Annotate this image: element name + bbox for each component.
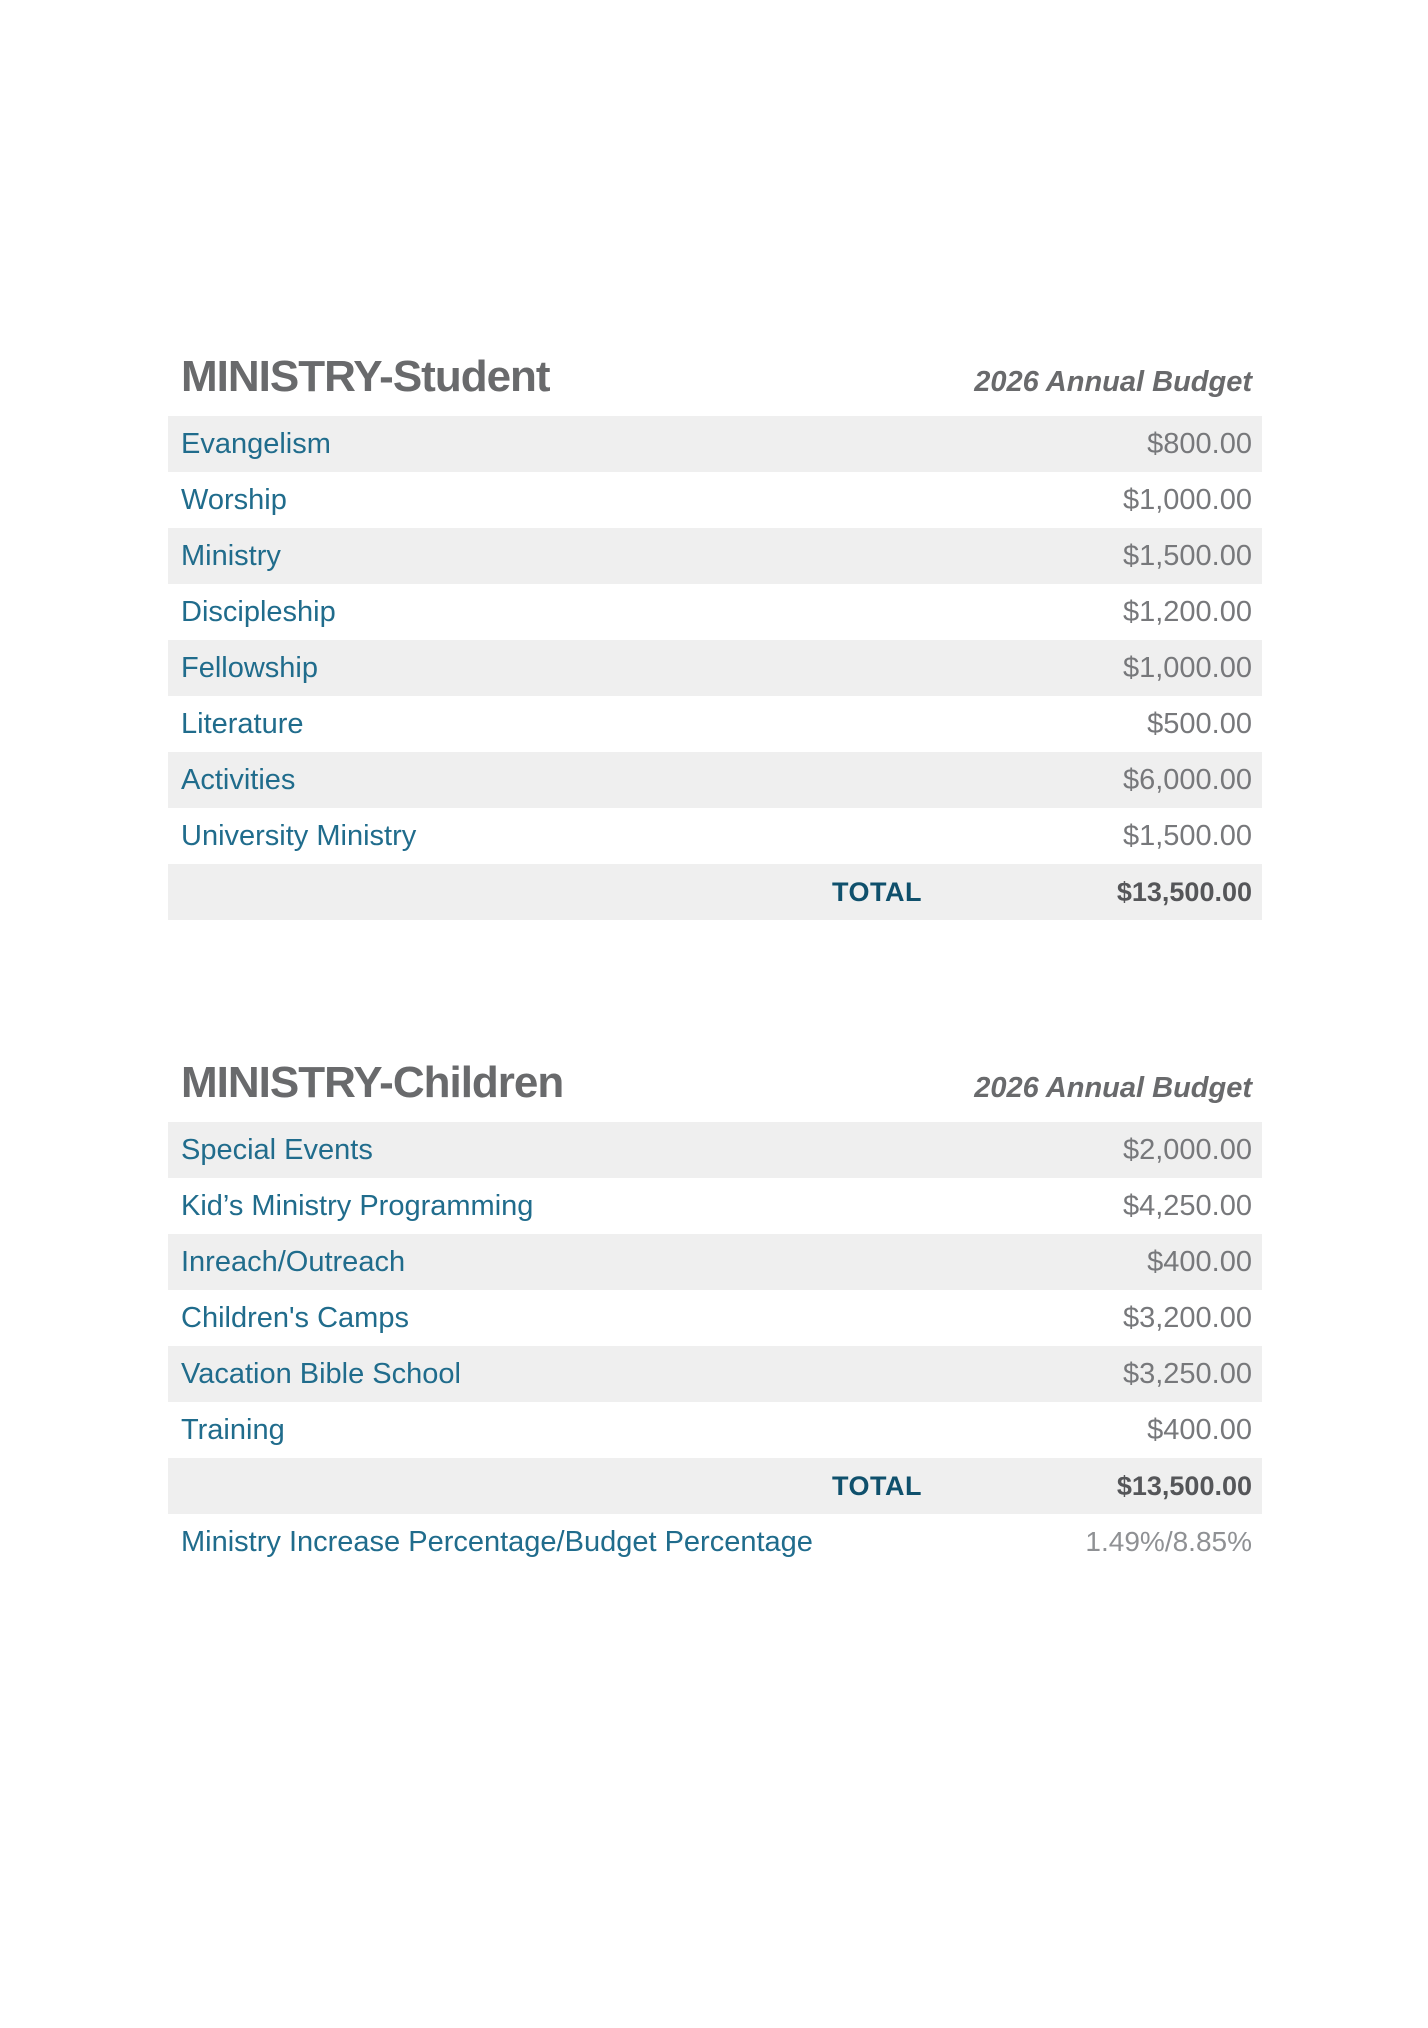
line-item-label: University Ministry: [181, 819, 417, 852]
budget-table: [168, 1122, 1262, 1570]
total-row: [168, 1458, 1262, 1514]
line-item-label: Inreach/Outreach: [181, 1245, 406, 1278]
line-item-amount: $6,000.00: [1122, 763, 1252, 796]
line-item-label: Training: [181, 1413, 285, 1446]
table-row: [168, 808, 1262, 864]
line-item-amount: $1,200.00: [1122, 595, 1252, 628]
line-item-label: Kid’s Ministry Programming: [181, 1189, 534, 1222]
line-item-amount: $3,250.00: [1122, 1357, 1252, 1390]
table-row: [168, 696, 1262, 752]
total-label: TOTAL: [832, 876, 922, 907]
section-title: MINISTRY-Student: [181, 352, 550, 401]
line-item-amount: $1,500.00: [1122, 819, 1252, 852]
line-item-label: Worship: [181, 483, 287, 516]
percentage-row-label: Ministry Increase Percentage/Budget Percentage: [181, 1525, 813, 1558]
line-item-label: Vacation Bible School: [181, 1357, 461, 1390]
table-row: [168, 640, 1262, 696]
line-item-label: Discipleship: [181, 595, 336, 628]
budget-section-children: [168, 1058, 1262, 1570]
line-item-label: Literature: [181, 707, 304, 740]
budget-section-student: [168, 352, 1262, 920]
section-header: [168, 352, 1262, 402]
percentage-row: [168, 1514, 1262, 1570]
table-row: [168, 1122, 1262, 1178]
line-item-amount: $1,000.00: [1122, 483, 1252, 516]
line-item-amount: $400.00: [1147, 1245, 1252, 1278]
table-row: [168, 1290, 1262, 1346]
line-item-label: Activities: [181, 763, 296, 796]
line-item-amount: $800.00: [1147, 427, 1252, 460]
table-row: [168, 1234, 1262, 1290]
table-row: [168, 1402, 1262, 1458]
annual-budget-column-header: 2026 Annual Budget: [974, 1072, 1252, 1104]
table-row: [168, 416, 1262, 472]
table-row: [168, 472, 1262, 528]
line-item-label: Ministry: [181, 539, 281, 572]
line-item-amount: $4,250.00: [1122, 1189, 1252, 1222]
line-item-amount: $2,000.00: [1122, 1133, 1252, 1166]
line-item-label: Children's Camps: [181, 1301, 409, 1334]
total-amount: $13,500.00: [1116, 1470, 1252, 1501]
total-label: TOTAL: [832, 1470, 922, 1501]
section-title: MINISTRY-Children: [181, 1058, 564, 1107]
budget-table: [168, 416, 1262, 920]
table-row: [168, 1346, 1262, 1402]
table-row: [168, 528, 1262, 584]
percentage-row-value: 1.49%/8.85%: [1085, 1526, 1252, 1557]
total-row: [168, 864, 1262, 920]
table-row: [168, 752, 1262, 808]
line-item-amount: $400.00: [1147, 1413, 1252, 1446]
table-row: [168, 584, 1262, 640]
line-item-amount: $500.00: [1147, 707, 1252, 740]
line-item-amount: $3,200.00: [1122, 1301, 1252, 1334]
section-header: [168, 1058, 1262, 1108]
table-row: [168, 1178, 1262, 1234]
line-item-label: Fellowship: [181, 651, 318, 684]
line-item-label: Evangelism: [181, 427, 331, 460]
line-item-amount: $1,500.00: [1122, 539, 1252, 572]
total-amount: $13,500.00: [1116, 876, 1252, 907]
annual-budget-column-header: 2026 Annual Budget: [974, 366, 1252, 398]
line-item-label: Special Events: [181, 1133, 373, 1166]
line-item-amount: $1,000.00: [1122, 651, 1252, 684]
